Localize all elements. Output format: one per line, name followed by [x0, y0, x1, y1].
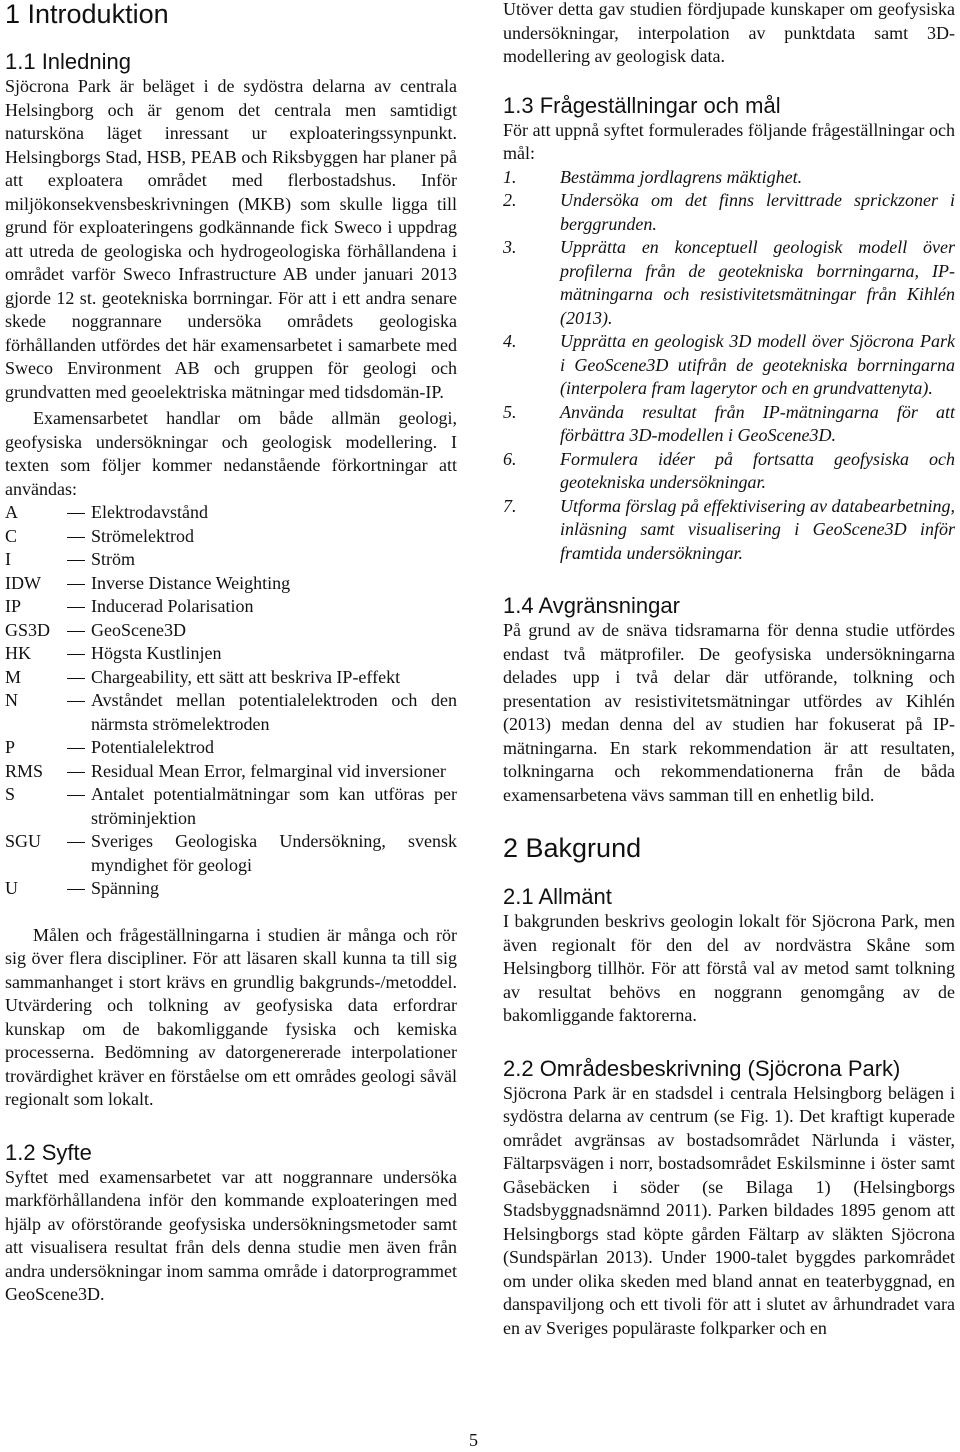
section-1-4-paragraph: På grund av de snäva tidsramarna för denna studie utfördes endast två mätprofiler. De geofysiska undersökningarna delades upp i två delar där utförande, tolkning och presentation av resistivitetsmätningar utfördes av Kihlén (2013) medan denna del av studien har fokuserat på IP-mätningarna. En stark rekommendation är att resultaten, tolkningarna och rekommendationerna från de båda examensarbetena vävs samman till en enhetlig bild. [503, 620, 955, 805]
abbreviation-value: Chargeability, ett sätt att beskriva IP-effekt [91, 666, 401, 687]
abbreviation-value: Ström [91, 549, 136, 569]
abbreviation-key: GS3D [5, 619, 51, 640]
question-number: 1. [503, 166, 517, 187]
abbreviation-value: Avståndet mellan potentialelektroden och den närmsta strömelektroden [91, 690, 457, 734]
abbreviation-key: IP [5, 596, 22, 616]
abbreviation-row [5, 501, 457, 525]
dash [65, 830, 91, 877]
section-1-2-title: 1.2 Syfte [5, 1139, 92, 1165]
abbreviation-row [5, 736, 457, 760]
section-1-2-paragraph-2: Utöver detta gav studien fördjupade kunskaper om geofysiska undersökningar, interpolation av punktdata samt 3D-modellering av geologisk data. [503, 0, 955, 66]
abbreviation-value: GeoScene3D [91, 619, 186, 640]
question-number: 7. [503, 495, 517, 516]
dash [65, 619, 91, 643]
abbreviation-key: M [5, 666, 22, 687]
question-text: Använda resultat från IP-mätningarna för att förbättra 3D-modellen i GeoScene3D. [560, 401, 955, 445]
abbreviation-row [5, 595, 457, 619]
abbreviation-key: C [5, 525, 18, 546]
abbreviation-row [5, 760, 457, 784]
abbreviation-row [5, 619, 457, 643]
abbreviation-value: Inverse Distance Weighting [91, 572, 291, 593]
question-text: Upprätta en geologisk 3D modell över Sjöcrona Park i GeoScene3D utifrån de geotekniska borrningarna (interpolera fram lagerytor och en grundvattenyta). [560, 331, 955, 398]
abbreviation-value: Elektrodavstånd [91, 502, 208, 522]
abbreviation-key: A [5, 502, 18, 522]
dash [65, 736, 91, 760]
dash [65, 783, 91, 830]
abbreviation-key: IDW [5, 572, 41, 593]
abbreviation-key: HK [5, 643, 31, 663]
section-1-1-title: 1.1 Inledning [5, 49, 131, 74]
left-column [5, 0, 457, 1307]
question-item [503, 189, 955, 236]
section-1-1-paragraph-1: Sjöcrona Park är beläget i de sydöstra delarna av centrala Helsingborg och är genom det centrala men samtidigt natursköna läget inressant ur exploateringssynpunkt. Helsingborgs Stad, HSB, PEAB och Riksbyggen har planer på att exploatera området med flerbostadshus. Inför miljökonsekvensbeskrivningen (MKB) som skulle ligga till grund för exploateringens godkännande fick Sweco i uppdrag att utreda de geologiska och hydrogeologiska förhållandena i området varför Sweco Infrastructure AB under januari 2013 gjorde 12 st. geotekniska borrningar. För att i ett andra senare skede noggrannare undersöka områdets geologiska förhållanden utfördes det här examensarbetet i samarbete med Sweco Environment AB och gruppen för geologi och grundvatten med geoelektriska mätningar med tidsdomän-IP. [5, 76, 457, 402]
question-item [503, 495, 955, 566]
dash [65, 525, 91, 549]
question-number: 3. [503, 237, 517, 257]
abbreviation-row [5, 642, 457, 666]
section-1-3-intro: För att uppnå syftet formulerades följande frågeställningar och mål: [503, 119, 955, 163]
abbreviation-value: Högsta Kustlinjen [91, 643, 222, 663]
abbreviation-key: U [5, 878, 18, 898]
question-text: Undersöka om det finns lervittrade sprickzoner i berggrunden. [560, 190, 955, 234]
section-1-3-title: 1.3 Frågeställningar och mål [503, 92, 781, 118]
section-2-2-title: 2.2 Områdesbeskrivning (Sjöcrona Park) [503, 1055, 901, 1081]
section-2-1-paragraph: I bakgrunden beskrivs geologin lokalt för Sjöcrona Park, men även regionalt för den del av nordvästra Skåne som Helsingborg tillhör. För att förstå val av metod samt tolkning av resultat behövs en noggrann genomgång av de bakomliggande faktorerna. [503, 911, 955, 1025]
abbreviation-key: P [5, 737, 16, 757]
right-column [503, 0, 955, 1340]
question-item [503, 330, 955, 401]
abbreviation-value: Inducerad Polarisation [91, 596, 254, 616]
question-number: 4. [503, 331, 517, 351]
section-1-1-paragraph-2: Examensarbetet handlar om både allmän geologi, geofysiska undersökningar och geologisk modellering. I texten som följer kommer nedanstående förkortningar att användas: [5, 408, 457, 499]
dash [65, 760, 91, 784]
abbreviation-row [5, 572, 457, 596]
section-1-1-paragraph-3: Målen och frågeställningarna i studien är många och rör sig över flera discipliner. För att läsaren skall kunna ta till sig sammanhanget i stort krävs en grundlig bakgrunds-/metoddel. Utvärdering och tolkning av geofysiska data erfordrar kunskap om de bakomliggande fysiska och kemiska processerna. Bedömning av datorgenererade interpolationer trovärdighet kräver en förståelse om ett områdes geologi såväl regionalt som lokalt. [5, 924, 457, 1109]
section-2-1-title: 2.1 Allmänt [503, 884, 612, 909]
question-item [503, 166, 955, 190]
abbreviation-value: Antalet potentialmätningar som kan utföras per ströminjektion [91, 784, 457, 828]
dash [65, 548, 91, 572]
question-item [503, 448, 955, 495]
question-text: Bestämma jordlagrens mäktighet. [560, 166, 803, 187]
questions-list [503, 166, 955, 566]
question-number: 6. [503, 448, 517, 469]
abbreviation-row [5, 689, 457, 736]
dash [65, 877, 91, 901]
abbreviation-row [5, 783, 457, 830]
question-item [503, 236, 955, 330]
dash [65, 642, 91, 666]
abbreviation-list [5, 501, 457, 901]
abbreviation-key: N [5, 690, 18, 710]
abbreviation-value: Spänning [91, 878, 160, 898]
question-number: 2. [503, 190, 517, 210]
question-text: Formulera idéer på fortsatta geofysiska och geotekniska undersökningar. [560, 448, 955, 492]
chapter-2-title: 2 Bakgrund [503, 833, 642, 863]
question-number: 5. [503, 401, 517, 422]
abbreviation-row [5, 525, 457, 549]
question-item [503, 401, 955, 448]
abbreviation-key: RMS [5, 760, 44, 781]
section-1-4-title: 1.4 Avgränsningar [503, 593, 680, 618]
abbreviation-row [5, 830, 457, 877]
abbreviation-row [5, 666, 457, 690]
abbreviation-row [5, 877, 457, 901]
question-text: Utforma förslag på effektivisering av databearbetning, inläsning samt visualisering i GeoScene3D inför framtida undersökningar. [560, 495, 955, 563]
question-text: Upprätta en konceptuell geologisk modell över profilerna från de geotekniska borrningarna, IP-mätningarna och resistivitetsmätningar från Kihlén (2013). [560, 237, 955, 328]
abbreviation-value: Strömelektrod [91, 525, 194, 546]
dash [65, 689, 91, 736]
abbreviation-value: Sveriges Geologiska Undersökning, svensk myndighet för geologi [91, 831, 457, 875]
abbreviation-key: SGU [5, 831, 42, 851]
section-2-2-paragraph: Sjöcrona Park är en stadsdel i centrala Helsingborg belägen i sydöstra delarna av centrum (se Fig. 1). Det kraftigt kuperade området avgränsas av bostadsområdet Närlunda i väster, Fältarpsvägen i norr, bostadsområdet Eskilsminne i öster samt Gåsebäcken i söder (se Bilaga 1) (Helsingborgs Stadsbyggnadsnämnd 2011). Parken bildades 1895 genom att Helsingborgs stad köpte gården Fältarp av släkten Sjöcrona (Sundspärlan 2013). Under 1900-talet byggdes parkområdet om under olika skeden med bland annat en teaterbyggnad, en danspaviljong och ett tivoli för att i slutet av århundradet vara en av Sveriges populäraste folkparker och en [503, 1082, 955, 1338]
abbreviation-value: Residual Mean Error, felmarginal vid inversioner [91, 760, 446, 781]
abbreviation-key: S [5, 784, 16, 804]
dash [65, 666, 91, 690]
chapter-1-title: 1 Introduktion [5, 0, 169, 29]
page-number: 5 [469, 1430, 478, 1450]
dash [65, 572, 91, 596]
section-1-2-paragraph-1: Syftet med examensarbetet var att noggrannare undersöka markförhållandena inför den kommande exploateringen med hjälp av oförstörande geofysiska undersökningsmetoder samt att visualisera resultat från dels denna studie men även från andra undersökningar inom samma område i datorprogrammet GeoScene3D. [5, 1166, 457, 1304]
abbreviation-key: I [5, 549, 11, 569]
abbreviation-value: Potentialelektrod [91, 737, 214, 757]
dash [65, 595, 91, 619]
dash [65, 501, 91, 525]
abbreviation-row [5, 548, 457, 572]
